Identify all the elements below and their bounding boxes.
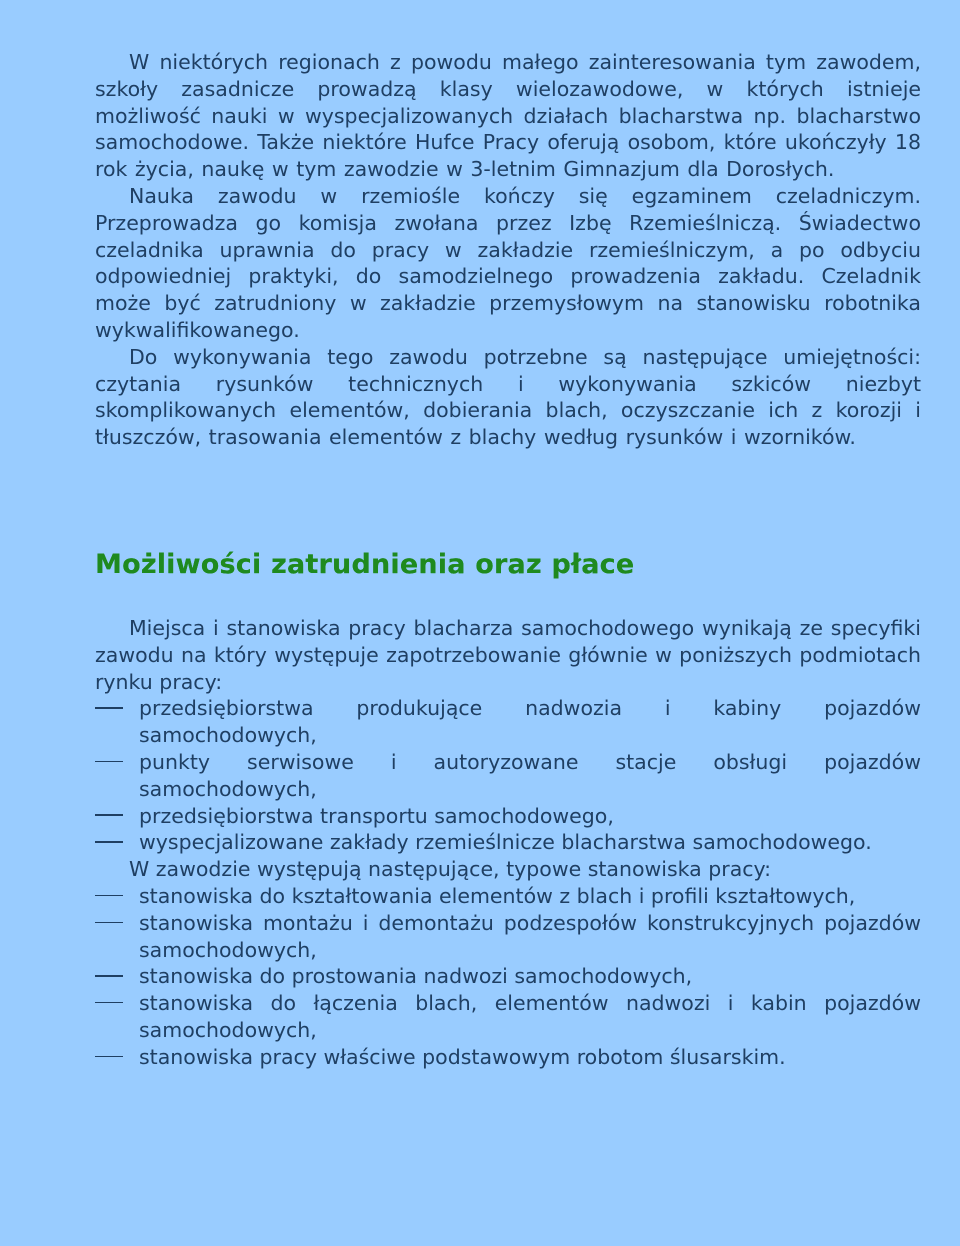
- dash-bullet-icon: [95, 749, 135, 776]
- dash-bullet-icon: [95, 990, 135, 1017]
- dash-bullet-icon: [95, 883, 135, 910]
- list-item: stanowiska do kształtowania elementów z blach i profili kształtowych,: [95, 883, 921, 910]
- paragraph-positions-intro: W zawodzie występują następujące, typowe stanowiska pracy:: [129, 857, 772, 882]
- paragraph-required-skills: Do wykonywania tego zawodu potrzebne są następujące umiejętności: czytania rysunków technicznych i wykonywania szkiców niezbyt skomplikowanych elementów, dobierania blach, oczyszczanie ich z korozji i tłuszczów, trasowania elementów z blachy według rysunków i wzorników.: [95, 344, 921, 450]
- dash-bullet-icon: [95, 963, 135, 990]
- employer-list: [95, 695, 921, 856]
- list-item: przedsiębiorstwa produkujące nadwozia i kabiny pojazdów samochodowych,: [95, 695, 921, 749]
- paragraph-employment-intro: Miejsca i stanowiska pracy blacharza samochodowego wynikają ze specyfiki zawodu na który występuje zapotrzebowanie głównie w poniższych podmiotach rynku pracy:: [95, 616, 921, 694]
- list-item: wyspecjalizowane zakłady rzemieślnicze blacharstwa samochodowego.: [95, 829, 921, 856]
- employment-section: [95, 615, 921, 1071]
- list-item: punkty serwisowe i autoryzowane stacje obsługi pojazdów samochodowych,: [95, 749, 921, 803]
- section-heading-employment: Możliwości zatrudnienia oraz płace: [95, 549, 635, 580]
- dash-bullet-icon: [95, 1044, 135, 1071]
- dash-bullet-icon: [95, 803, 135, 830]
- list-item: stanowiska pracy właściwe podstawowym robotom ślusarskim.: [95, 1044, 921, 1071]
- list-item: stanowiska do prostowania nadwozi samochodowych,: [95, 963, 921, 990]
- list-item: stanowiska do łączenia blach, elementów nadwozi i kabin pojazdów samochodowych,: [95, 990, 921, 1044]
- dash-bullet-icon: [95, 910, 135, 937]
- paragraph-apprentice-exam: Nauka zawodu w rzemiośle kończy się egzaminem czeladniczym. Przeprowadza go komisja zwołana przez Izbę Rzemieślniczą. Świadectwo czeladnika uprawnia do pracy w zakładzie rzemieślniczym, a po odbyciu odpowiedniej praktyki, do samodzielnego prowadzenia zakładu. Czeladnik może być zatrudniony w zakładzie przemysłowym na stanowisku robotnika wykwalifikowanego.: [95, 183, 921, 342]
- document-page: [95, 49, 921, 1069]
- list-item: przedsiębiorstwa transportu samochodowego,: [95, 803, 921, 830]
- list-item: stanowiska montażu i demontażu podzespołów konstrukcyjnych pojazdów samochodowych,: [95, 910, 921, 964]
- positions-list: [95, 883, 921, 1071]
- dash-bullet-icon: [95, 829, 135, 856]
- dash-bullet-icon: [95, 695, 135, 722]
- paragraph-regional-classes: W niektórych regionach z powodu małego zainteresowania tym zawodem, szkoły zasadnicze prowadzą klasy wielozawodowe, w których istnieje możliwość nauki w wyspecjalizowanych działach blacharstwa np. blacharstwo samochodowe. Także niektóre Hufce Pracy oferują osobom, które ukończyły 18 rok życia, naukę w tym zawodzie w 3-letnim Gimnazjum dla Dorosłych.: [95, 50, 921, 182]
